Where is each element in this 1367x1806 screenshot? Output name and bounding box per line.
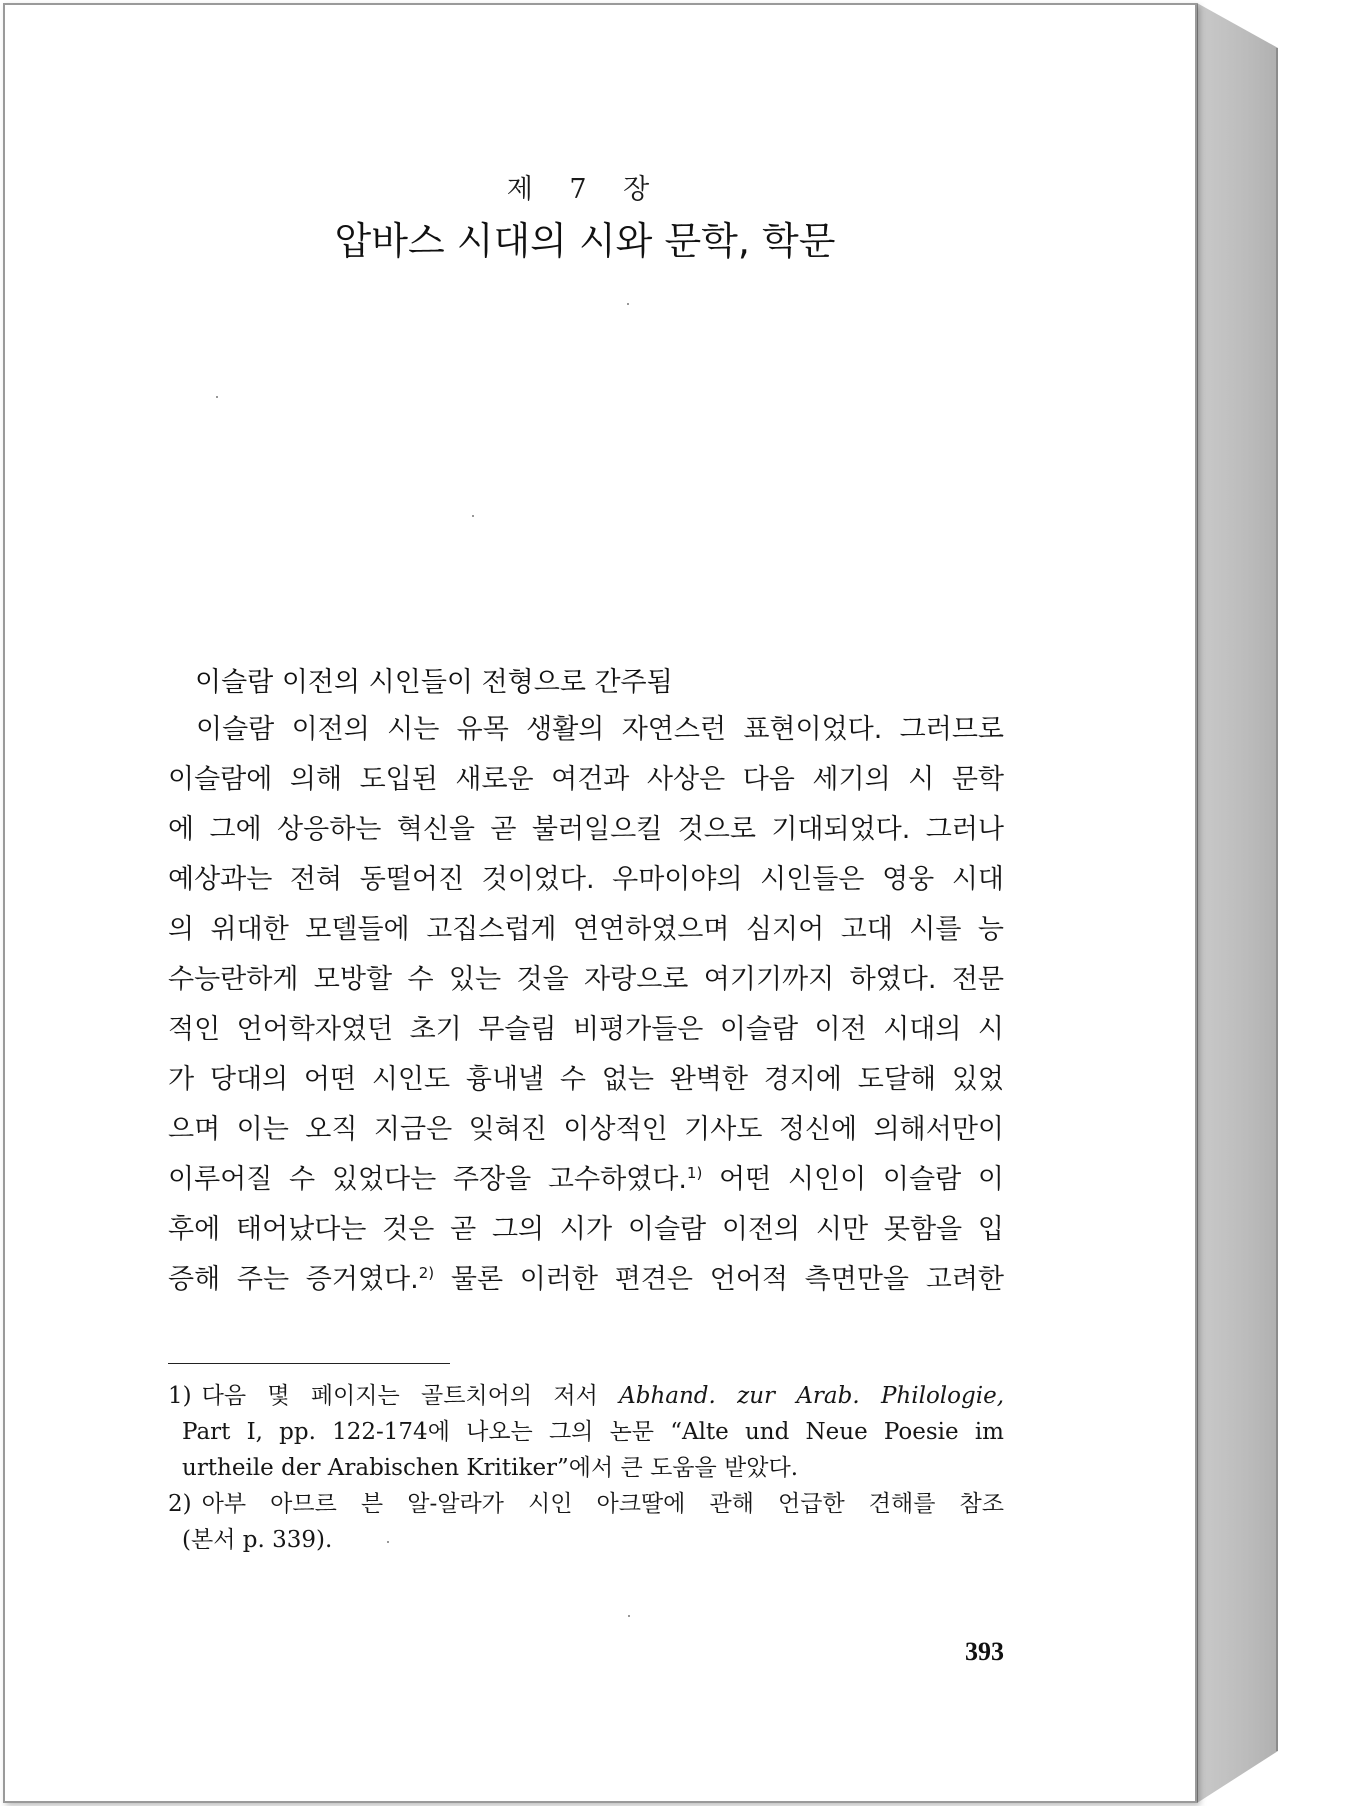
body-line-text: 증해 주는 증거였다.: [168, 1264, 419, 1295]
scan-speck: [216, 396, 218, 398]
footnote-2-text: 아부 아므르 븐 알-알라가 시인 아크딸에 관해 언급한 견해를 참조: [201, 1491, 1004, 1517]
book-spine-edge: [1276, 48, 1278, 1751]
scan-speck: [627, 303, 629, 305]
body-line: 수능란하게 모방할 수 있는 것을 자랑으로 여기기까지 하였다. 전문: [168, 964, 1004, 995]
page-number: 393: [965, 1637, 1004, 1666]
body-line: 으며 이는 오직 지금은 잊혀진 이상적인 기사도 정신에 의해서만이: [168, 1114, 1004, 1145]
footnote-1-line: [168, 1378, 1004, 1414]
body-line: 이슬람 이전의 시는 유목 생활의 자연스런 표현이었다. 그러므로: [196, 714, 1004, 745]
footnote-1-text: 다음 몇 페이지는 골트치어의 저서: [201, 1383, 598, 1409]
body-line: 적인 언어학자였던 초기 무슬림 비평가들은 이슬람 이전 시대의 시: [168, 1014, 1004, 1045]
body-line: 예상과는 전혀 동떨어진 것이었다. 우마이야의 시인들은 영웅 시대: [168, 864, 1004, 895]
body-line: 후에 태어났다는 것은 곧 그의 시가 이슬람 이전의 시만 못함을 입: [168, 1214, 1004, 1245]
body-line-text: 물론 이러한 편견은 언어적 측면만을 고려한: [434, 1264, 1004, 1295]
body-line-text: 어떤 시인이 이슬람 이: [702, 1164, 1004, 1195]
footnote-1-line: Part I, pp. 122-174에 나오는 그의 논문 “Alte und Neue Poesie im: [182, 1419, 1004, 1445]
footnote-2-number: 2): [168, 1491, 192, 1517]
footnote-ref-2: 2): [418, 1264, 435, 1282]
book-spine: [1197, 3, 1278, 1803]
footnote-2-line: (본서 p. 339).: [182, 1527, 333, 1553]
scan-speck: [472, 515, 474, 517]
book-page: [3, 3, 1197, 1803]
scan-speck: [628, 1615, 630, 1617]
chapter-title: 압바스 시대의 시와 문학, 학문: [334, 219, 836, 263]
section-heading: 이슬람 이전의 시인들이 전형으로 간주됨: [195, 667, 673, 698]
body-line-text: 이루어질 수 있었다는 주장을 고수하였다.: [168, 1164, 687, 1195]
chapter-label: 제 7 장: [506, 174, 664, 205]
body-text: [168, 705, 1004, 1305]
footnote-ref-1: 1): [686, 1164, 703, 1182]
body-line: 이슬람에 의해 도입된 새로운 여건과 사상은 다음 세기의 시 문학: [168, 764, 1004, 795]
body-line: 의 위대한 모델들에 고집스럽게 연연하였으며 심지어 고대 시를 능: [168, 914, 1004, 945]
body-line: [168, 1255, 1004, 1305]
footnotes: [168, 1378, 1004, 1558]
body-line: [168, 1155, 1004, 1205]
footnote-divider: [168, 1363, 450, 1364]
body-line: 에 그에 상응하는 혁신을 곧 불러일으킬 것으로 기대되었다. 그러나: [168, 814, 1004, 845]
footnote-1-number: 1): [168, 1383, 192, 1409]
footnote-1-book-title: Abhand. zur Arab. Philologie,: [619, 1383, 1005, 1409]
footnote-2-line: [168, 1486, 1004, 1522]
footnote-1-line: urtheile der Arabischen Kritiker”에서 큰 도움을 받았다.: [182, 1455, 799, 1481]
body-line: 가 당대의 어떤 시인도 흉내낼 수 없는 완벽한 경지에 도달해 있었: [168, 1064, 1004, 1095]
